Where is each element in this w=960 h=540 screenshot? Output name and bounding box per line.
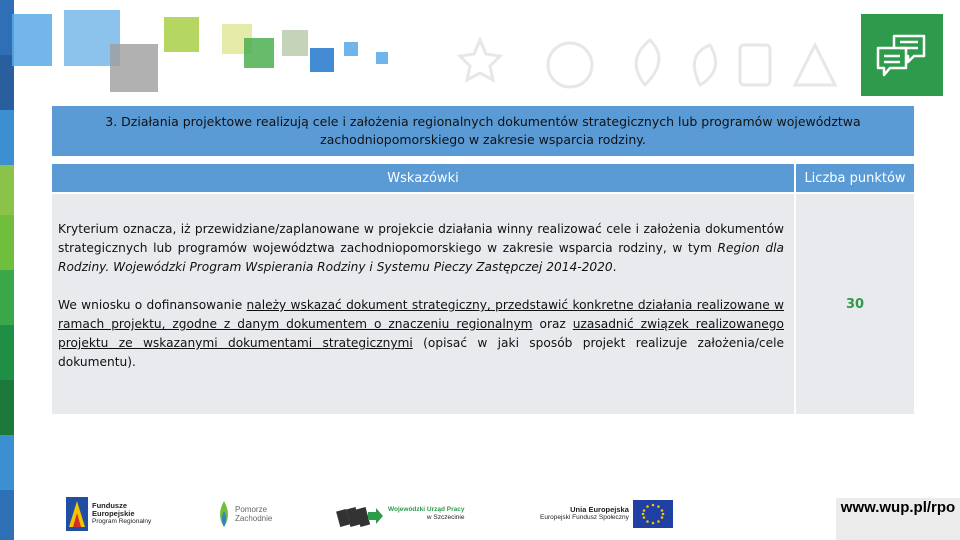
wup-blocks-icon bbox=[336, 500, 384, 528]
paragraph2-underlined-2: uzasadnić związek realizowanego projektu ze wskazanymi dokumentami strategicznymi bbox=[58, 317, 784, 350]
ue-line2: Europejski Fundusz Społeczny bbox=[540, 514, 629, 521]
chat-bubbles-icon bbox=[876, 32, 928, 78]
paragraph2-middle: oraz bbox=[532, 317, 573, 331]
criterion-title: 3. Działania projektowe realizują cele i założenia regionalnych dokumentów strategicznych lub programów województwa zachodniopomorskiego w zakresie wsparcia rodziny. bbox=[52, 106, 914, 156]
fe-line3: Program Regionalny bbox=[92, 518, 152, 525]
header-points: Liczba punktów bbox=[796, 164, 914, 192]
logo-pomorze-zachodnie bbox=[216, 492, 272, 536]
logo-unia-europejska bbox=[540, 492, 673, 536]
paragraph1-text: Kryterium oznacza, iż przewidziane/zaplanowane w projekcie działania winny realizować cele i założenia dokumentów strategicznych lub programów województwa zachodniopomorskiego w zakresie wsparcia rodziny, w tym bbox=[58, 222, 784, 255]
paragraph2-start: We wniosku o dofinansowanie bbox=[58, 298, 247, 312]
wind-icon bbox=[548, 43, 592, 87]
points-value: 30 bbox=[845, 296, 865, 312]
background-icons bbox=[440, 30, 840, 110]
pomorze-leaf-icon bbox=[216, 499, 232, 529]
guidance-paragraph-1 bbox=[58, 220, 784, 277]
ue-line1: Unia Europejska bbox=[570, 505, 629, 514]
tram-icon bbox=[740, 45, 770, 85]
paragraph2-underlined-1: należy wskazać dokument strategiczny, przedstawić konkretne działania realizowane w ramach projektu, zgodne z danym dokumentem o znaczeniu regionalnym bbox=[58, 298, 785, 331]
header-guidance: Wskazówki bbox=[52, 164, 794, 192]
guidance-paragraph-2 bbox=[58, 296, 784, 372]
wup-line1: Wojewódzki Urząd Pracy bbox=[388, 506, 465, 513]
guidance-cell bbox=[52, 194, 794, 414]
paragraph1-program-name: Region dla Rodziny. Wojewódzki Program Wspierania Rodziny i Systemu Pieczy Zastępczej 2014-2020 bbox=[58, 241, 784, 274]
leaf-icon bbox=[636, 40, 659, 85]
star-icon bbox=[460, 40, 500, 80]
criterion-table bbox=[52, 106, 914, 414]
fe-star-icon bbox=[66, 497, 88, 531]
fe-line2: Europejskie bbox=[92, 509, 135, 518]
chat-icon-box bbox=[861, 14, 943, 96]
pomorze-line1: Pomorze bbox=[235, 505, 268, 514]
eu-flag-icon bbox=[633, 500, 673, 528]
paragraph1-end: . bbox=[612, 260, 617, 274]
logo-wup bbox=[336, 492, 464, 536]
leaf2-icon bbox=[694, 45, 715, 85]
paragraph2-end: (opisać w jaki sposób projekt realizuje założenia/cele dokumentu). bbox=[58, 336, 784, 369]
footer-url[interactable]: www.wup.pl/rpo bbox=[836, 498, 960, 540]
points-cell bbox=[796, 194, 914, 414]
fe-line1: Fundusze bbox=[92, 501, 127, 510]
wup-line2: w Szczecinie bbox=[426, 514, 465, 521]
logo-fundusze-europejskie bbox=[66, 492, 151, 536]
pomorze-line2: Zachodnie bbox=[235, 514, 273, 523]
tent-icon bbox=[795, 45, 835, 85]
